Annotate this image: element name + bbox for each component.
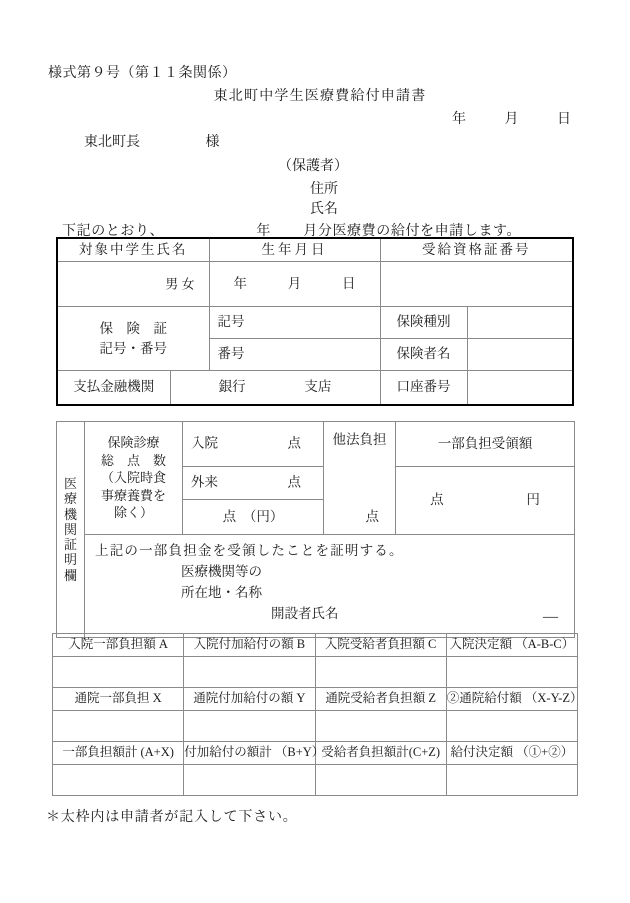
- inpatient-unit: 点: [287, 435, 301, 451]
- vertical-label-char-0: 医: [63, 475, 77, 491]
- issue-date-line: [452, 108, 572, 128]
- calc-input-outpatient-recipient[interactable]: [315, 711, 446, 742]
- medical-institution-vertical-label: [57, 422, 85, 638]
- calc-header-inpatient-recipient: 入院受給者負担額 C: [315, 634, 446, 657]
- application-suffix: 月分医療費の給付を申請します。: [303, 224, 522, 239]
- calc-input-inpatient-recipient[interactable]: [315, 657, 446, 688]
- applicant-table-frame: [56, 237, 574, 406]
- total-points-label: [85, 422, 183, 535]
- addressee-line: [84, 131, 220, 151]
- addressee-honorific: 様: [205, 135, 220, 150]
- calc-input-inpatient-additional[interactable]: [184, 657, 315, 688]
- birth-year-label: 年: [233, 275, 247, 291]
- partial-received-unit-points: 点: [430, 492, 444, 508]
- branch-word-label: 支店: [304, 379, 332, 395]
- header-birthdate: 生年月日: [209, 239, 380, 262]
- applicant-table: [58, 239, 572, 404]
- calc-input-inpatient-decided[interactable]: [446, 657, 577, 688]
- table-row: [57, 422, 575, 467]
- insurance-number-label: 番号: [217, 346, 245, 362]
- date-year-label: 年: [452, 112, 467, 127]
- partial-received-label: 一部負担受領額: [396, 422, 575, 467]
- insurance-card-label-line1: 保 険 証: [99, 320, 167, 336]
- certification-line-1: 上記の一部負担金を受領したことを証明する。: [95, 543, 404, 558]
- table-row: [58, 262, 572, 307]
- seal-dash-icon: —: [543, 608, 558, 625]
- guardian-label: （保護者）: [278, 159, 348, 174]
- account-number-label: 口座番号: [380, 371, 467, 405]
- account-number-input[interactable]: [467, 371, 572, 405]
- calc-header-total-recipient: 受給者負担額計(C+Z): [315, 742, 446, 765]
- vertical-label-char-3: 関: [63, 521, 77, 537]
- certification-line-4: 開設者氏名: [271, 605, 339, 621]
- outpatient-unit: 点: [287, 474, 301, 490]
- birth-month-label: 月: [287, 275, 302, 291]
- calc-input-outpatient-partial[interactable]: [53, 711, 184, 742]
- other-law-label: 他法負担: [332, 432, 387, 447]
- header-student-name: 対象中学生氏名: [58, 239, 209, 262]
- student-name-input[interactable]: [58, 262, 209, 307]
- table-row: [53, 742, 578, 765]
- insurance-card-label: [58, 307, 209, 371]
- insurer-name-input[interactable]: [467, 339, 572, 371]
- footer-note: ＊太枠内は申請者が記入して下さい。: [46, 810, 298, 825]
- points-yen-label: 点 （円）: [222, 508, 284, 524]
- medical-institution-table: [56, 421, 575, 638]
- insurer-name-label: 保険者名: [380, 339, 467, 371]
- inpatient-points-input[interactable]: [183, 422, 324, 467]
- calc-header-inpatient-partial: 入院一部負担額 A: [53, 634, 184, 657]
- table-row: [53, 634, 578, 657]
- table-row: [58, 371, 572, 405]
- calc-header-outpatient-decided: ②通院給付額 （X-Y-Z）: [446, 688, 577, 711]
- table-row: [53, 765, 578, 796]
- calc-input-outpatient-decided[interactable]: [446, 711, 577, 742]
- application-prefix: 下記のとおり、: [62, 224, 165, 239]
- date-month-label: 月: [504, 112, 519, 127]
- calc-header-inpatient-decided: 入院決定額 （A-B-C）: [446, 634, 577, 657]
- calc-input-total-recipient[interactable]: [315, 765, 446, 796]
- calc-input-inpatient-partial[interactable]: [53, 657, 184, 688]
- table-row: [53, 688, 578, 711]
- birth-day-label: 日: [342, 275, 356, 291]
- insurance-symbol-label: 記号: [217, 314, 245, 330]
- calc-header-inpatient-additional: 入院付加給付の額 B: [184, 634, 315, 657]
- gender-choice[interactable]: [165, 277, 194, 290]
- certification-line-3: 所在地・名称: [181, 584, 262, 600]
- calc-header-total-additional: 付加給付の額計 （B+Y）: [184, 742, 315, 765]
- bank-label: 支払金融機関: [58, 371, 170, 405]
- table-row: [58, 307, 572, 339]
- guardian-address-label: 住所: [310, 182, 338, 197]
- partial-received-unit-yen: 円: [526, 492, 540, 508]
- insurance-type-input[interactable]: [467, 307, 572, 339]
- form-title: 東北町中学生医療費給付申請書: [213, 89, 427, 104]
- table-row: [58, 239, 572, 262]
- total-points-line-3: 事療養費を: [100, 487, 166, 503]
- certification-area[interactable]: [85, 535, 575, 638]
- insurance-type-label: 保険種別: [380, 307, 467, 339]
- inpatient-label: 入院: [191, 435, 218, 451]
- table-row: [53, 711, 578, 742]
- vertical-label-char-4: 証: [63, 537, 77, 553]
- cert-number-input[interactable]: [380, 262, 572, 307]
- table-row: [53, 657, 578, 688]
- addressee-label: 東北町長: [84, 135, 140, 150]
- calc-header-outpatient-partial: 通院一部負担 X: [53, 688, 184, 711]
- form-number: 様式第９号（第１１条関係）: [48, 66, 237, 81]
- gender-female-option[interactable]: 女: [181, 276, 195, 292]
- bank-name-input[interactable]: [170, 371, 380, 405]
- total-points-line-0: 保険診療: [107, 435, 160, 451]
- calc-input-total-additional[interactable]: [184, 765, 315, 796]
- total-points-line-1: 総 点 数: [100, 452, 166, 468]
- vertical-label-char-5: 明: [63, 552, 77, 568]
- calc-input-outpatient-additional[interactable]: [184, 711, 315, 742]
- birthdate-input[interactable]: [209, 262, 380, 307]
- total-points-line-4: 除く）: [113, 505, 153, 521]
- calc-header-total-partial: 一部負担額計 (A+X): [53, 742, 184, 765]
- total-points-line-2: （入院時食: [100, 470, 166, 486]
- calc-input-total-decided[interactable]: [446, 765, 577, 796]
- outpatient-label: 外来: [191, 474, 218, 490]
- date-day-label: 日: [557, 112, 572, 127]
- header-cert-number: 受給資格証番号: [380, 239, 572, 262]
- calc-input-total-partial[interactable]: [53, 765, 184, 796]
- other-law-unit: 点: [365, 509, 379, 525]
- other-law-burden-cell[interactable]: [324, 422, 396, 535]
- guardian-name-label: 氏名: [310, 202, 338, 217]
- vertical-label-char-6: 欄: [63, 567, 77, 583]
- calc-header-outpatient-recipient: 通院受給者負担額 Z: [315, 688, 446, 711]
- bank-word-label: 銀行: [218, 379, 246, 395]
- points-yen-input[interactable]: [183, 500, 324, 535]
- table-row: [57, 535, 575, 638]
- certification-line-2: 医療機関等の: [181, 563, 262, 579]
- gender-male-option[interactable]: 男: [165, 276, 179, 292]
- partial-received-input[interactable]: [396, 467, 575, 535]
- vertical-label-char-1: 療: [63, 491, 77, 507]
- calculation-table: [52, 633, 583, 796]
- application-year-label: 年: [256, 224, 272, 239]
- calc-header-total-decided: 給付決定額 （①+②）: [446, 742, 577, 765]
- calc-header-outpatient-additional: 通院付加給付の額 Y: [184, 688, 315, 711]
- insurance-symbol-input[interactable]: [209, 307, 380, 339]
- insurance-number-input[interactable]: [209, 339, 380, 371]
- outpatient-points-input[interactable]: [183, 467, 324, 500]
- vertical-label-char-2: 機: [63, 506, 77, 522]
- insurance-card-label-line2: 記号・番号: [99, 340, 167, 356]
